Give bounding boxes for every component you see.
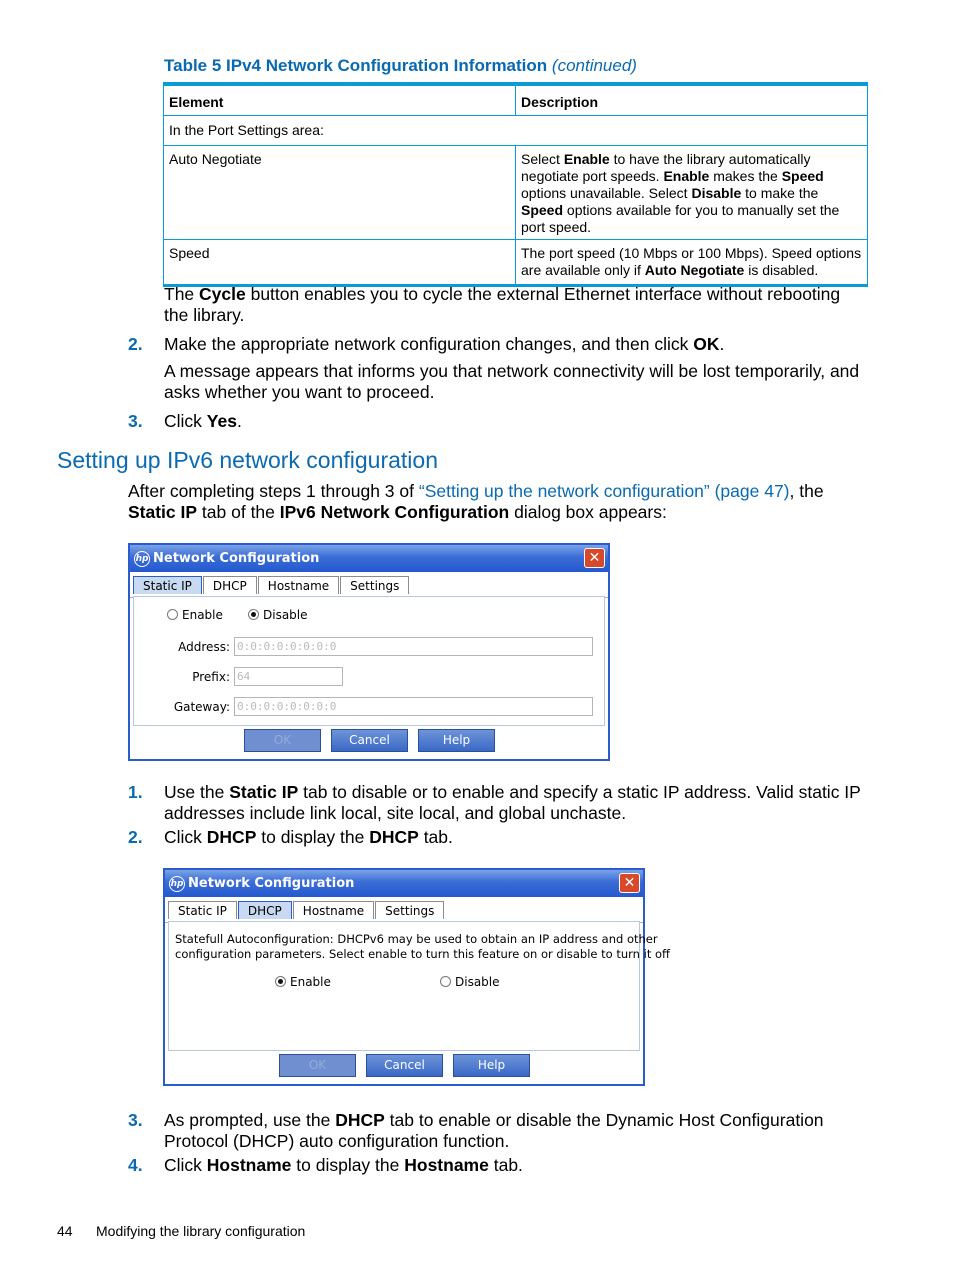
para-text: tab. xyxy=(418,827,453,847)
close-icon[interactable]: ✕ xyxy=(584,548,605,568)
header-description: Description xyxy=(516,84,868,115)
hp-logo-icon: hp xyxy=(134,551,150,567)
dhcp-panel xyxy=(168,921,670,1051)
para-bold: IPv6 Network Configuration xyxy=(279,502,510,522)
para-text: Use the xyxy=(164,782,230,802)
disable-radio[interactable] xyxy=(248,608,308,622)
header-element: Element xyxy=(164,84,516,115)
prefix-label: Prefix: xyxy=(192,670,230,684)
para-bold: DHCP xyxy=(206,827,257,847)
tab-hostname[interactable]: Hostname xyxy=(258,576,339,594)
para-text: After completing steps 1 through 3 of xyxy=(128,481,419,501)
dialog-title: Network Configuration xyxy=(153,551,320,566)
desc-bold: Disable xyxy=(691,184,742,201)
list-item xyxy=(164,1155,864,1176)
ok-button[interactable]: OK xyxy=(244,729,321,752)
enable-radio[interactable] xyxy=(275,975,331,989)
radio-selected-icon xyxy=(248,609,259,620)
para-text: dialog box appears: xyxy=(509,502,667,522)
para-text: Click xyxy=(164,827,207,847)
para-bold: Static IP xyxy=(128,502,198,522)
desc-text: options unavailable. Select xyxy=(521,184,692,201)
radio-icon xyxy=(440,976,451,987)
para-bold: DHCP xyxy=(369,827,419,847)
row-element: Auto Negotiate xyxy=(164,145,516,239)
para-bold: OK xyxy=(693,334,720,354)
table-section-row xyxy=(164,115,868,145)
para-bold: Yes xyxy=(206,411,237,431)
cancel-button[interactable]: Cancel xyxy=(366,1054,443,1077)
desc-bold: Enable xyxy=(563,150,610,167)
para-bold: DHCP xyxy=(335,1110,385,1130)
description-line: configuration parameters. Select enable to turn this feature on or disable to turn it off xyxy=(175,947,670,961)
page-number: 44 xyxy=(57,1223,73,1239)
ipv4-info-table xyxy=(163,82,868,287)
address-label: Address: xyxy=(178,640,230,654)
table-caption-continued: (continued) xyxy=(551,56,637,75)
tab-settings[interactable]: Settings xyxy=(340,576,409,594)
enable-label: Enable xyxy=(182,608,223,622)
step-number: 2. xyxy=(128,827,143,847)
cancel-button[interactable]: Cancel xyxy=(331,729,408,752)
table-caption xyxy=(164,56,637,76)
step-number: 3. xyxy=(128,1110,143,1130)
row-element: Speed xyxy=(164,239,516,285)
desc-text: makes the xyxy=(709,167,782,184)
desc-text: The port speed (10 Mbps or 100 Mbps). Speed options are available only if xyxy=(521,244,862,278)
row-description xyxy=(516,239,868,285)
desc-text: is disabled. xyxy=(744,261,819,278)
step-number: 2. xyxy=(128,334,143,354)
desc-text: to have the library automatically negotiate port speeds. xyxy=(521,150,811,184)
row-description xyxy=(516,145,868,239)
dialog-titlebar xyxy=(130,545,608,572)
para-text: tab of the xyxy=(197,502,280,522)
enable-label: Enable xyxy=(290,975,331,989)
para-text: tab. xyxy=(488,1155,523,1175)
list-item xyxy=(164,782,864,824)
hp-logo-icon: hp xyxy=(169,876,185,892)
network-config-dialog-dhcp xyxy=(163,868,670,1086)
dhcp-description xyxy=(175,932,670,962)
intro-paragraph xyxy=(128,481,870,523)
desc-bold: Speed xyxy=(781,167,824,184)
step-number: 1. xyxy=(128,782,143,802)
tab-static-ip[interactable]: Static IP xyxy=(133,576,202,594)
list-item xyxy=(164,827,864,848)
prefix-input[interactable]: 64 xyxy=(234,667,343,686)
tab-dhcp[interactable]: DHCP xyxy=(238,901,292,919)
cycle-note xyxy=(164,284,864,326)
radio-selected-icon xyxy=(275,976,286,987)
para-bold: Hostname xyxy=(206,1155,292,1175)
help-button[interactable]: Help xyxy=(453,1054,530,1077)
desc-bold: Enable xyxy=(663,167,710,184)
dialog-title: Network Configuration xyxy=(188,876,355,891)
para-text: button enables you to cycle the external Ethernet interface without rebooting the library. xyxy=(164,284,841,325)
table-row xyxy=(164,239,868,285)
ok-button[interactable]: OK xyxy=(279,1054,356,1077)
desc-text: options available for you to manually set the port speed. xyxy=(521,201,840,235)
para-text: Click xyxy=(164,411,207,431)
disable-radio[interactable] xyxy=(440,975,500,989)
address-input[interactable]: 0:0:0:0:0:0:0:0 xyxy=(234,637,593,656)
step-number: 3. xyxy=(128,411,143,431)
dialog-titlebar xyxy=(165,870,643,897)
para-text: Make the appropriate network configuration changes, and then click xyxy=(164,334,694,354)
cross-reference-link[interactable]: “Setting up the network configuration” (page 47) xyxy=(418,481,790,501)
desc-text: to make the xyxy=(741,184,819,201)
tab-hostname[interactable]: Hostname xyxy=(293,901,374,919)
table-header-row xyxy=(164,84,868,115)
desc-text: Select xyxy=(521,150,564,167)
step-2-note: A message appears that informs you that network connectivity will be lost temporarily, and asks whether you want to proceed. xyxy=(164,361,860,402)
help-button[interactable]: Help xyxy=(418,729,495,752)
para-bold: Static IP xyxy=(229,782,299,802)
para-text: The xyxy=(164,284,200,304)
enable-radio[interactable] xyxy=(167,608,223,622)
para-bold: Cycle xyxy=(199,284,246,304)
para-text: Click xyxy=(164,1155,207,1175)
tab-static-ip[interactable]: Static IP xyxy=(168,901,237,919)
para-text: tab to disable or to enable and specify a static IP address. Valid static IP addresses include link local, site local, and global unchaste. xyxy=(164,782,861,823)
para-text: . xyxy=(236,411,242,431)
tab-bar xyxy=(165,897,643,923)
table-caption-title: Table 5 IPv4 Network Configuration Information xyxy=(164,56,548,75)
disable-label: Disable xyxy=(263,608,308,622)
step-number: 4. xyxy=(128,1155,143,1175)
para-text: , the xyxy=(789,481,824,501)
para-text: As prompted, use the xyxy=(164,1110,336,1130)
tab-bar xyxy=(130,572,608,598)
list-item xyxy=(164,1110,874,1152)
table-row xyxy=(164,145,868,239)
tab-settings[interactable]: Settings xyxy=(375,901,444,919)
para-bold: Hostname xyxy=(404,1155,489,1175)
step-2-text xyxy=(164,334,864,355)
radio-icon xyxy=(167,609,178,620)
section-heading: Setting up IPv6 network configuration xyxy=(57,447,439,473)
desc-bold: Speed xyxy=(521,201,564,218)
gateway-label: Gateway: xyxy=(173,700,230,714)
footer-section-title: Modifying the library configuration xyxy=(96,1223,306,1239)
gateway-input[interactable]: 0:0:0:0:0:0:0:0 xyxy=(234,697,593,716)
tab-dhcp[interactable]: DHCP xyxy=(203,576,257,594)
para-text: . xyxy=(719,334,725,354)
desc-bold: Auto Negotiate xyxy=(644,261,745,278)
para-text: to display the xyxy=(256,827,370,847)
close-icon[interactable]: ✕ xyxy=(619,873,640,893)
description-line: Statefull Autoconfiguration: DHCPv6 may be used to obtain an IP address and other xyxy=(175,932,658,946)
section-row-text: In the Port Settings area: xyxy=(164,115,868,145)
disable-label: Disable xyxy=(455,975,500,989)
network-config-dialog-static-ip xyxy=(128,543,610,761)
para-text: to display the xyxy=(291,1155,405,1175)
step-3-text xyxy=(164,411,242,432)
para-text: tab to enable or disable the Dynamic Host Configuration Protocol (DHCP) auto configuration function. xyxy=(164,1110,824,1151)
static-ip-panel xyxy=(133,596,605,726)
